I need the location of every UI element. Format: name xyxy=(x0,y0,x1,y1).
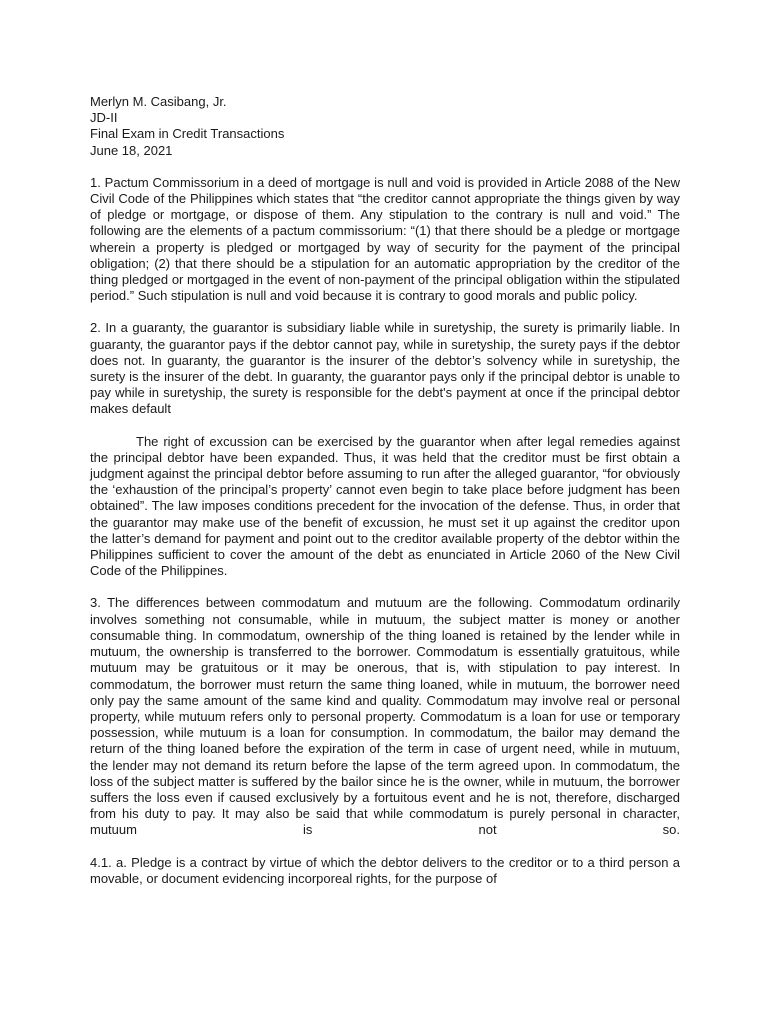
exam-title: Final Exam in Credit Transactions xyxy=(90,126,285,142)
author-name: Merlyn M. Casibang, Jr. xyxy=(90,94,227,109)
author-year: JD-II xyxy=(90,110,118,126)
excussion-paragraph: The right of excussion can be exercised by the guarantor when after legal remedies against the principal debtor have been expanded. Thus, it was held that the creditor must be first obtain a judgment against the principal debtor before assuming to run after the alleged guarantor, “for obviously the ‘exhaustion of the principal’s property’ cannot even begin to take place before judgment has been obtained”. The law imposes conditions precedent for the invocation of the defense. Thus, in order that the guarantor may make use of the benefit of excussion, he must set it up against the creditor upon the latter’s demand for payment and point out to the creditor available property of the debtor within the Philippines sufficient to cover the amount of the debt as enunciated in Article 2060 of the New Civil Code of the Philippines. xyxy=(90,433,680,579)
answer-3-paragraph: 3. The differences between commodatum and mutuum are the following. Commodatum ordinarily involves something not consumable, while in mutuum, the subject matter is money or another consumable thing. In commodatum, ownership of the thing loaned is retained by the lender while in mutuum, the ownership is transferred to the borrower. Commodatum is essentially gratuitous, while mutuum may be gratuitous or it may be onerous, that is, with stipulation to pay interest. In commodatum, the borrower must return the same thing loaned, while in mutuum, the borrower need only pay the same amount of the same kind and quality. Commodatum may involve real or personal property, while mutuum refers only to personal property. Commodatum is a loan for use or temporary possession, while mutuum is a loan for consumption. In commodatum, the bailor may demand the return of the thing loaned before the expiration of the term in case of urgent need, while in mutuum, the lender may not demand its return before the lapse of the term agreed upon. In commodatum, the loss of the subject matter is suffered by the bailor since he is the owner, while in mutuum, the borrower suffers the loss even if caused exclusively by a fortuitous event and he is not, therefore, discharged from his duty to pay. It may also be said that while commodatum is purely personal in character, mutuum is not so. xyxy=(90,595,680,838)
answer-1-paragraph: 1. Pactum Commissorium in a deed of mortgage is null and void is provided in Article 2088 of the New Civil Code of the Philippines which states that “the creditor cannot appropriate the things given by way of pledge or mortgage, or dispose of them. Any stipulation to the contrary is null and void.” The following are the elements of a pactum commissorium: “(1) that there should be a pledge or mortgage wherein a property is pledged or mortgaged by way of security for the payment of the principal obligation; (2) that there should be a stipulation for an automatic appropriation by the creditor of the thing pledged or mortgaged in the event of non-payment of the principal obligation within the stipulated period.” Such stipulation is null and void because it is contrary to good morals and public policy. xyxy=(90,174,680,304)
exam-date: June 18, 2021 xyxy=(90,142,173,158)
answer-2-paragraph: 2. In a guaranty, the guarantor is subsidiary liable while in suretyship, the surety is primarily liable. In guaranty, the guarantor pays if the debtor cannot pay, while in suretyship, the surety pays if the debtor does not. In guaranty, the guarantor is the insurer of the debtor’s solvency while in suretyship, the surety is the insurer of the debt. In guaranty, the guarantor pays only if the principal debtor is unable to pay while in suretyship, the surety is responsible for the debt's payment at once if the principal debtor makes default xyxy=(90,320,680,417)
answer-4-paragraph: 4.1. a. Pledge is a contract by virtue of which the debtor delivers to the creditor or to a third person a movable, or document evidencing incorporeal rights, for the purpose of xyxy=(90,854,680,886)
document-header xyxy=(90,94,680,159)
